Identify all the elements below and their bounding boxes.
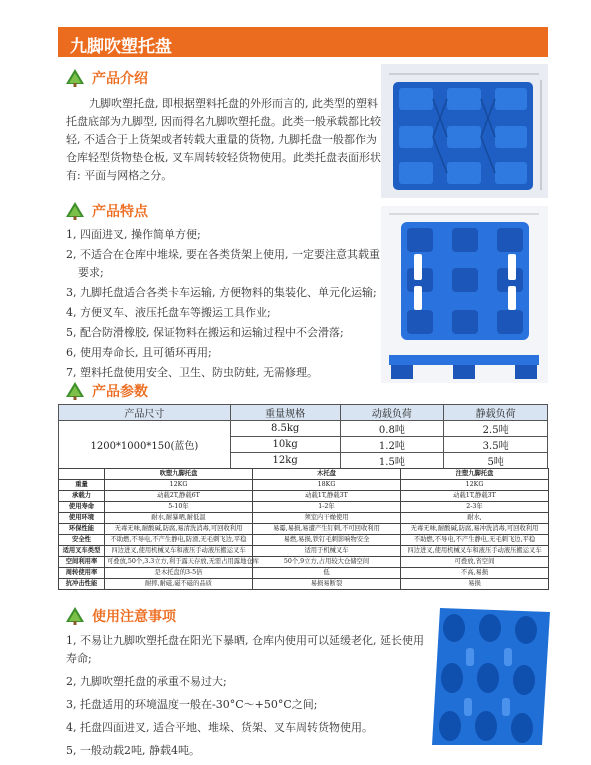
table-cell: 1-2年	[253, 502, 401, 513]
table-cell: 1.2吨	[340, 437, 444, 453]
section-usage-heading	[64, 606, 176, 626]
table-cell: 18KG	[253, 480, 401, 491]
list-item: 5, 配合防滑橡胶, 保证物料在搬运和运输过程中不会滑落;	[66, 326, 344, 339]
table-header: 注塑九脚托盘	[401, 469, 549, 480]
table-header: 产品尺寸	[59, 405, 231, 421]
table-cell: 不高,易损	[401, 568, 549, 579]
list-item: 7, 塑料托盘使用安全、卫生、防虫防蛀, 无需修理。	[66, 366, 318, 379]
table-row	[59, 579, 549, 590]
table-cell: 须室内干燥使用	[253, 513, 401, 524]
table-header: 动载负荷	[340, 405, 444, 421]
section-params-heading	[64, 381, 148, 401]
tree-icon	[64, 606, 86, 626]
table-cell: 无毒无味,耐酸碱,防腐,易清洗消毒,可回收利用	[105, 524, 253, 535]
tree-icon	[64, 381, 86, 401]
table-row	[59, 568, 549, 579]
table-header-row	[59, 405, 548, 421]
table-cell: 耐摔,耐磁,磁不磁的品质	[105, 579, 253, 590]
table-cell: 四边进叉,使用机械叉车和液压手动液压搬运叉车	[105, 546, 253, 557]
table-cell: 动载2T,静载6T	[105, 491, 253, 502]
row-label: 使用环境	[59, 513, 105, 524]
table-cell: 12KG	[401, 480, 549, 491]
table-header-row	[59, 469, 549, 480]
section-usage-label: 使用注意事项	[92, 609, 176, 625]
page-title: 九脚吹塑托盘	[70, 37, 172, 57]
table-cell: 3.5吨	[444, 437, 548, 453]
table-header: 吹塑九脚托盘	[105, 469, 253, 480]
section-intro-label: 产品介绍	[92, 71, 148, 87]
table-cell: 可叠放,省空间	[401, 557, 549, 568]
pallet-top-view-image	[381, 64, 548, 198]
table-row	[59, 535, 549, 546]
table-header: 静载负荷	[444, 405, 548, 421]
row-label: 空间利用率	[59, 557, 105, 568]
list-item: 2, 九脚吹塑托盘的承重不易过大;	[66, 675, 227, 688]
table-header: 重量规格	[230, 405, 340, 421]
row-label: 抗冲击性能	[59, 579, 105, 590]
table-cell: 2-3年	[401, 502, 549, 513]
list-item: 3, 九脚托盘适合各类卡车运输, 方便物料的集装化、单元化运输;	[66, 286, 377, 299]
row-label: 安全性	[59, 535, 105, 546]
row-label: 周转使用率	[59, 568, 105, 579]
table-cell: 5-10年	[105, 502, 253, 513]
list-item: 5, 一般动载2吨, 静载4吨。	[66, 744, 200, 757]
table-cell: 动载1T,静载3T	[253, 491, 401, 502]
title-bar	[58, 27, 548, 57]
intro-paragraph: 九脚吹塑托盘, 即根据塑料托盘的外形而言的, 此类型的塑料托盘底部为九脚型, 因而得名九脚吹塑托盘。此类一般承载都比较轻, 不适合于上货架或者转载大重量的货物, 九脚托盘一般都作为仓库轻型货物垫仓板, 叉车周转较轻货物使用。此类托盘表面形状有: 平面与网格之分。	[66, 97, 381, 182]
row-label: 环保性能	[59, 524, 105, 535]
table-cell: 四边进叉,使用机械叉车和液压手动液压搬运叉车	[401, 546, 549, 557]
features-list	[66, 226, 382, 384]
table-cell: 不助燃,不导电,不产生静电,防滑,无毛刺飞边,平稳	[105, 535, 253, 546]
table-cell: 8.5kg	[230, 421, 340, 437]
section-params-label: 产品参数	[92, 384, 148, 400]
table-cell: 50个,9立方,占用较大仓储空间	[253, 557, 401, 568]
table-cell: 适用于机械叉车	[253, 546, 401, 557]
table-cell: 耐水,	[401, 513, 549, 524]
pallet-photo-image	[426, 604, 554, 745]
section-intro-heading	[64, 68, 148, 88]
table-cell: 耐水,耐暴晒,耐低温	[105, 513, 253, 524]
list-item: 4, 方便叉车、液压托盘车等搬运工具作业;	[66, 306, 271, 319]
list-item: 1, 四面进叉, 操作简单方便;	[66, 228, 201, 241]
table-cell: 可叠放,50个,3.3立方,利于露天存放,无需占用露地仓库	[105, 557, 253, 568]
table-cell: 易霉,易损,易遭产生钉刺,不可回收利用	[253, 524, 401, 535]
section-features-label: 产品特点	[92, 204, 148, 220]
table-cell: 10kg	[230, 437, 340, 453]
table-cell: 动载1T,静载3T	[401, 491, 549, 502]
table-row	[59, 491, 549, 502]
table-cell: 2.5吨	[444, 421, 548, 437]
list-item: 3, 托盘适用的环境温度一般在-30°C～+50°C之间;	[66, 698, 318, 711]
row-label: 承载力	[59, 491, 105, 502]
table-row	[59, 421, 548, 437]
list-item: 1, 不易让九脚吹塑托盘在阳光下暴晒, 仓库内使用可以延缓老化, 延长使用寿命;	[66, 634, 424, 665]
table-row	[59, 524, 549, 535]
table-header	[59, 469, 105, 480]
table-row	[59, 557, 549, 568]
tree-icon	[64, 201, 86, 221]
list-item: 4, 托盘四面进叉, 适合平地、堆垛、货架、叉车周转货物使用。	[66, 721, 373, 734]
table-row	[59, 513, 549, 524]
table-cell: 1.5吨	[340, 453, 444, 469]
tree-icon	[64, 68, 86, 88]
table-cell: 易燃,易损,铁钉毛刺影响物安全	[253, 535, 401, 546]
table-cell: 低	[253, 568, 401, 579]
table-cell: 12kg	[230, 453, 340, 469]
table-cell: 不助燃,不导电,不产生静电,无毛刺飞边,平稳	[401, 535, 549, 546]
table-header: 木托盘	[253, 469, 401, 480]
table-row	[59, 546, 549, 557]
table-row	[59, 480, 549, 491]
table-cell: 无毒无味,耐酸碱,防腐,易冲洗消毒,可回收利用	[401, 524, 549, 535]
list-item: 2, 不适合在仓库中堆垛, 要在各类货架上使用, 一定要注意其载重要求;	[66, 248, 380, 279]
row-label: 使用寿命	[59, 502, 105, 513]
usage-list	[66, 632, 426, 765]
table-cell: 5吨	[444, 453, 548, 469]
table-cell: 1200*1000*150(蓝色)	[59, 421, 231, 469]
table-cell: 易损易断裂	[253, 579, 401, 590]
pallet-bottom-view-image	[381, 206, 548, 350]
pallet-side-view-image	[381, 349, 548, 383]
table-cell: 易损	[401, 579, 549, 590]
table-cell: 12KG	[105, 480, 253, 491]
table-row	[59, 502, 549, 513]
section-features-heading	[64, 201, 148, 221]
comparison-table	[58, 468, 549, 590]
row-label: 适用叉车类型	[59, 546, 105, 557]
spec-table	[58, 404, 548, 469]
table-cell: 是木托盘的3-5倍	[105, 568, 253, 579]
list-item: 6, 使用寿命长, 且可循环再用;	[66, 346, 212, 359]
table-cell: 0.8吨	[340, 421, 444, 437]
row-label: 重量	[59, 480, 105, 491]
